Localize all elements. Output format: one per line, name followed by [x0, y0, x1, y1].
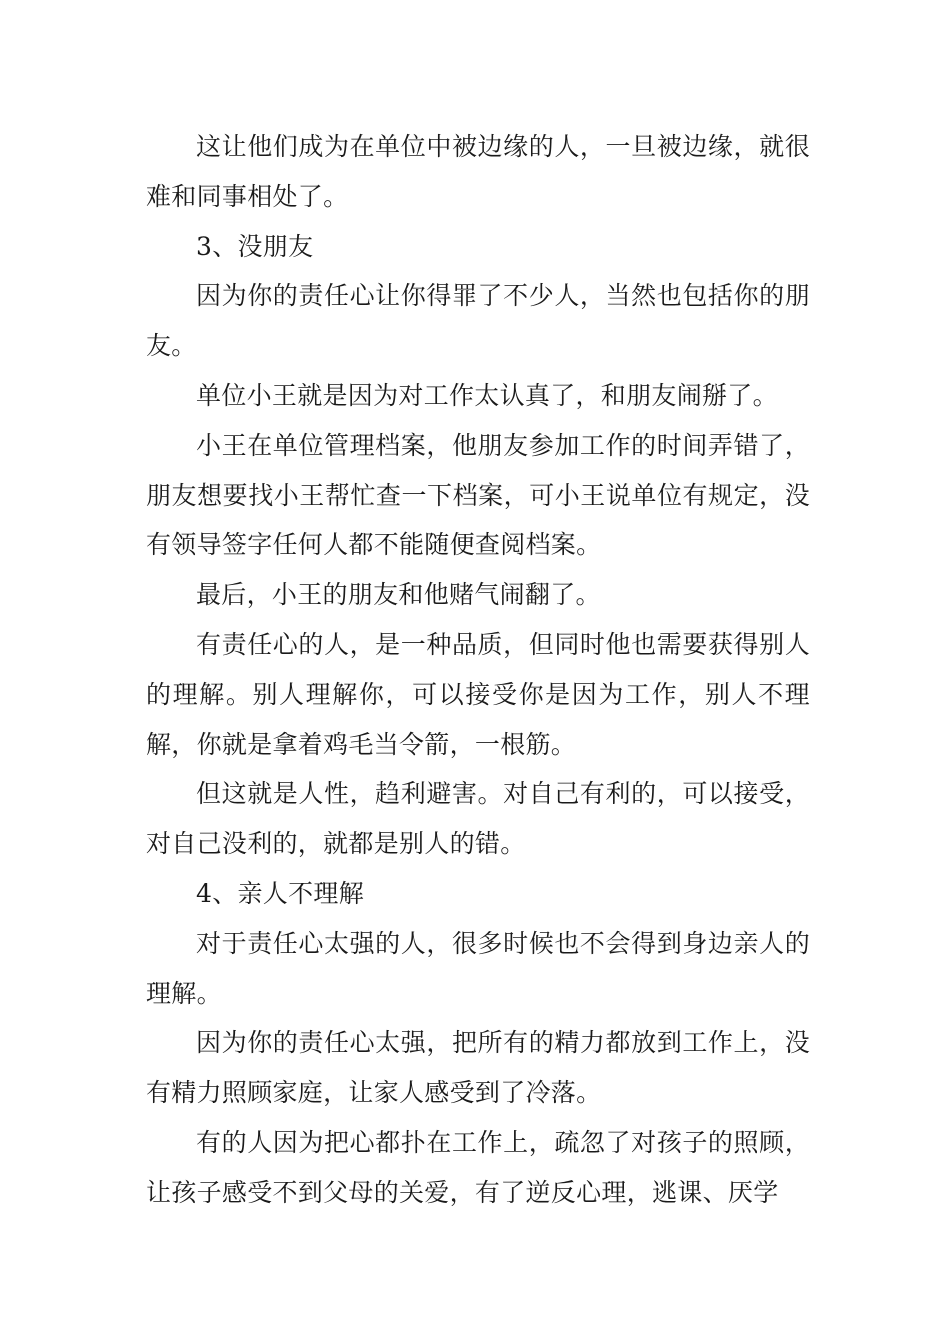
- paragraph: 因为你的责任心让你得罪了不少人，当然也包括你的朋友。: [146, 281, 810, 361]
- paragraph: 有的人因为把心都扑在工作上，疏忽了对孩子的照顾，让孩子感受不到父母的关爱，有了逆反心理，逃课、厌学: [146, 1127, 810, 1207]
- paragraph: 对于责任心太强的人，很多时候也不会得到身边亲人的理解。: [146, 928, 810, 1008]
- paragraph: 但这就是人性，趋利避害。对自己有利的，可以接受，对自己没利的，就都是别人的错。: [146, 779, 810, 859]
- paragraph: 单位小王就是因为对工作太认真了，和朋友闹掰了。: [196, 380, 778, 410]
- section-heading: 4、亲人不理解: [196, 878, 365, 908]
- paragraph: 因为你的责任心太强，把所有的精力都放到工作上，没有精力照顾家庭，让家人感受到了冷落。: [146, 1028, 810, 1108]
- paragraph: 小王在单位管理档案，他朋友参加工作的时间弄错了，朋友想要找小王帮忙查一下档案，可小王说单位有规定，没有领导签字任何人都不能随便查阅档案。: [146, 430, 810, 560]
- document-page: [146, 122, 810, 1218]
- paragraph: 有责任心的人，是一种品质，但同时他也需要获得别人的理解。别人理解你，可以接受你是因为工作，别人不理解，你就是拿着鸡毛当令箭，一根筋。: [146, 629, 810, 759]
- paragraph: 这让他们成为在单位中被边缘的人，一旦被边缘，就很难和同事相处了。: [146, 132, 810, 211]
- paragraph: 最后，小王的朋友和他赌气闹翻了。: [196, 580, 601, 610]
- section-heading: 3、没朋友: [196, 231, 314, 261]
